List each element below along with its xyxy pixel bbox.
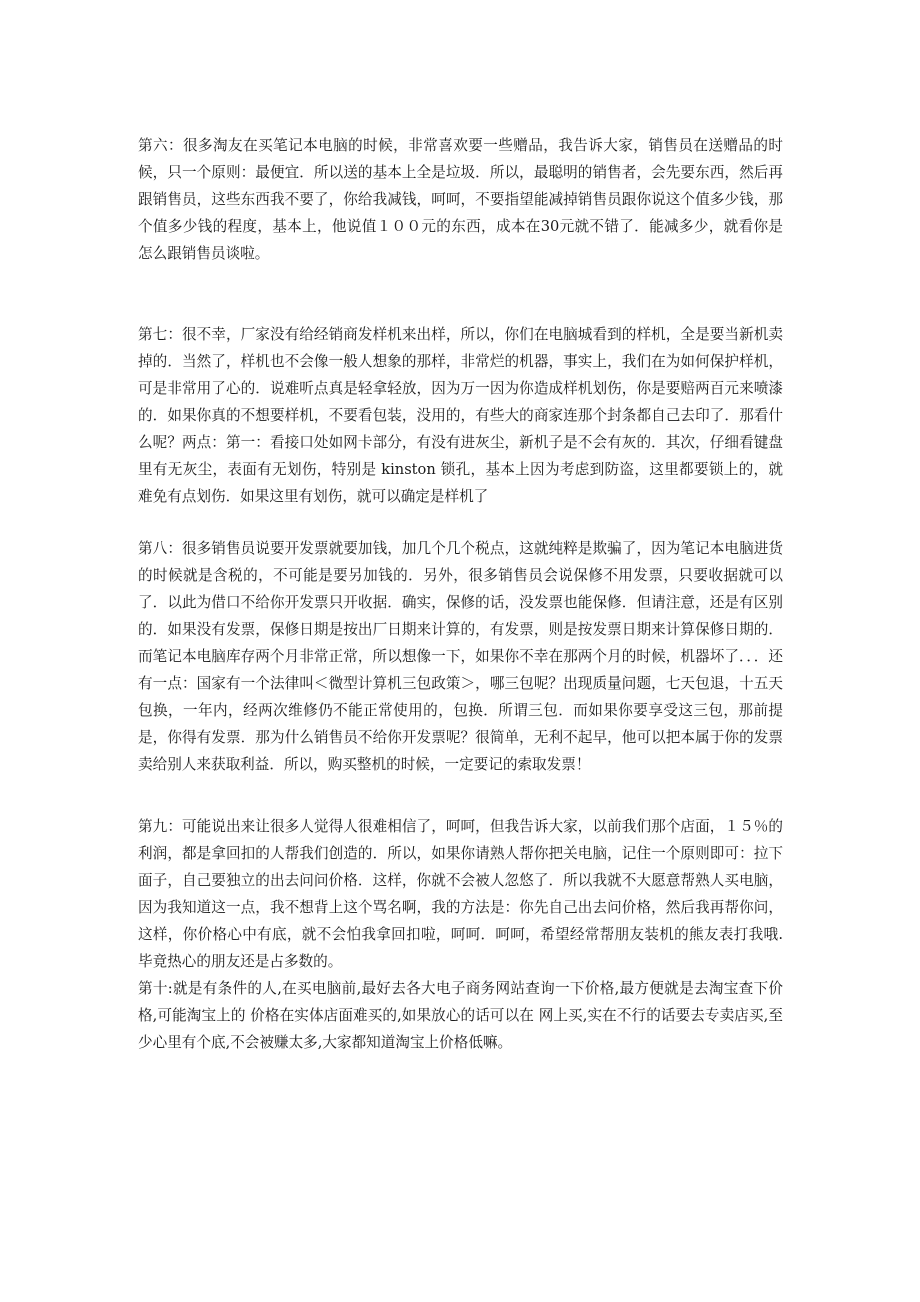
paragraph-8: 第八：很多销售员说要开发票就要加钱，加几个几个税点，这就纯粹是欺骗了，因为笔记本电脑进货的时候就是含税的，不可能是要另加钱的．另外，很多销售员会说保修不用发票，只要收据就可以了．以此为借口不给你开发票只开收据．确实，保修的话，没发票也能保修．但请注意，还是有区别的．如果没有发票，保修日期是按出厂日期来计算的，有发票，则是按发票日期来计算保修日期的．而笔记本电脑库存两个月非常正常，所以想像一下，如果你不幸在那两个月的时候，机器坏了．．．还有一点：国家有一个法律叫＜微型计算机三包政策＞，哪三包呢？出现质量问题，七天包退，十五天包换，一年内，经两次维修仍不能正常使用的，包换．所谓三包．而如果你要享受这三包，那前提是，你得有发票．那为什么销售员不给你开发票呢？很简单，无利不起早，他可以把本属于你的发票卖给别人来获取利益．所以，购买整机的时候，一定要记的索取发票！ [138, 540, 783, 773]
paragraph-7: 第七：很不幸，厂家没有给经销商发样机来出样，所以，你们在电脑城看到的样机，全是要当新机卖掉的．当然了，样机也不会像一般人想象的那样，非常烂的机器，事实上，我们在为如何保护样机，可是非常用了心的．说难听点真是轻拿轻放，因为万一因为你造成样机划伤，你是要赔两百元来喷漆的．如果你真的不想要样机，不要看包装，没用的，有些大的商家连那个封条都自己去印了．那看什么呢？两点：第一：看接口处如网卡部分，有没有进灰尘，新机子是不会有灰的．其次，仔细看键盘里有无灰尘，表面有无划伤，特别是 kinston 锁孔，基本上因为考虑到防盗，这里都要锁上的，就难免有点划伤．如果这里有划伤，就可以确定是样机了 [138, 326, 783, 505]
paragraph-10: 第十:就是有条件的人,在买电脑前,最好去各大电子商务网站查询一下价格,最方便就是去淘宝查下价格,可能淘宝上的 价格在实体店面难买的,如果放心的话可以在 网上买,实在不行的话要去专卖店买,至少心里有个底,不会被赚太多,大家都知道淘宝上价格低嘛。 [138, 980, 783, 1051]
paragraph-9: 第九：可能说出来让很多人觉得人很难相信了，呵呵，但我告诉大家，以前我们那个店面，１５％的利润，都是拿回扣的人帮我们创造的．所以，如果你请熟人帮你把关电脑，记住一个原则即可：拉下面子，自己要独立的出去问问价格．这样，你就不会被人忽悠了．所以我就不大愿意帮熟人买电脑，因为我知道这一点，我不想背上这个骂名啊，我的方法是：你先自己出去问价格，然后我再帮你问，这样，你价格心中有底，就不会怕我拿回扣啦，呵呵．呵呵，希望经常帮朋友装机的熊友表打我哦.毕竟热心的朋友还是占多数的。 [138, 818, 783, 970]
paragraph-6: 第六：很多淘友在买笔记本电脑的时候，非常喜欢要一些赠品，我告诉大家，销售员在送赠品的时候，只一个原则：最便宜．所以送的基本上全是垃圾．所以，最聪明的销售者，会先要东西，然后再跟销售员，这些东西我不要了，你给我减钱，呵呵，不要指望能减掉销售员跟你说这个值多少钱，那个值多少钱的程度，基本上，他说值１００元的东西，成本在30元就不错了．能减多少，就看你是怎么跟销售员谈啦。 [138, 137, 783, 262]
